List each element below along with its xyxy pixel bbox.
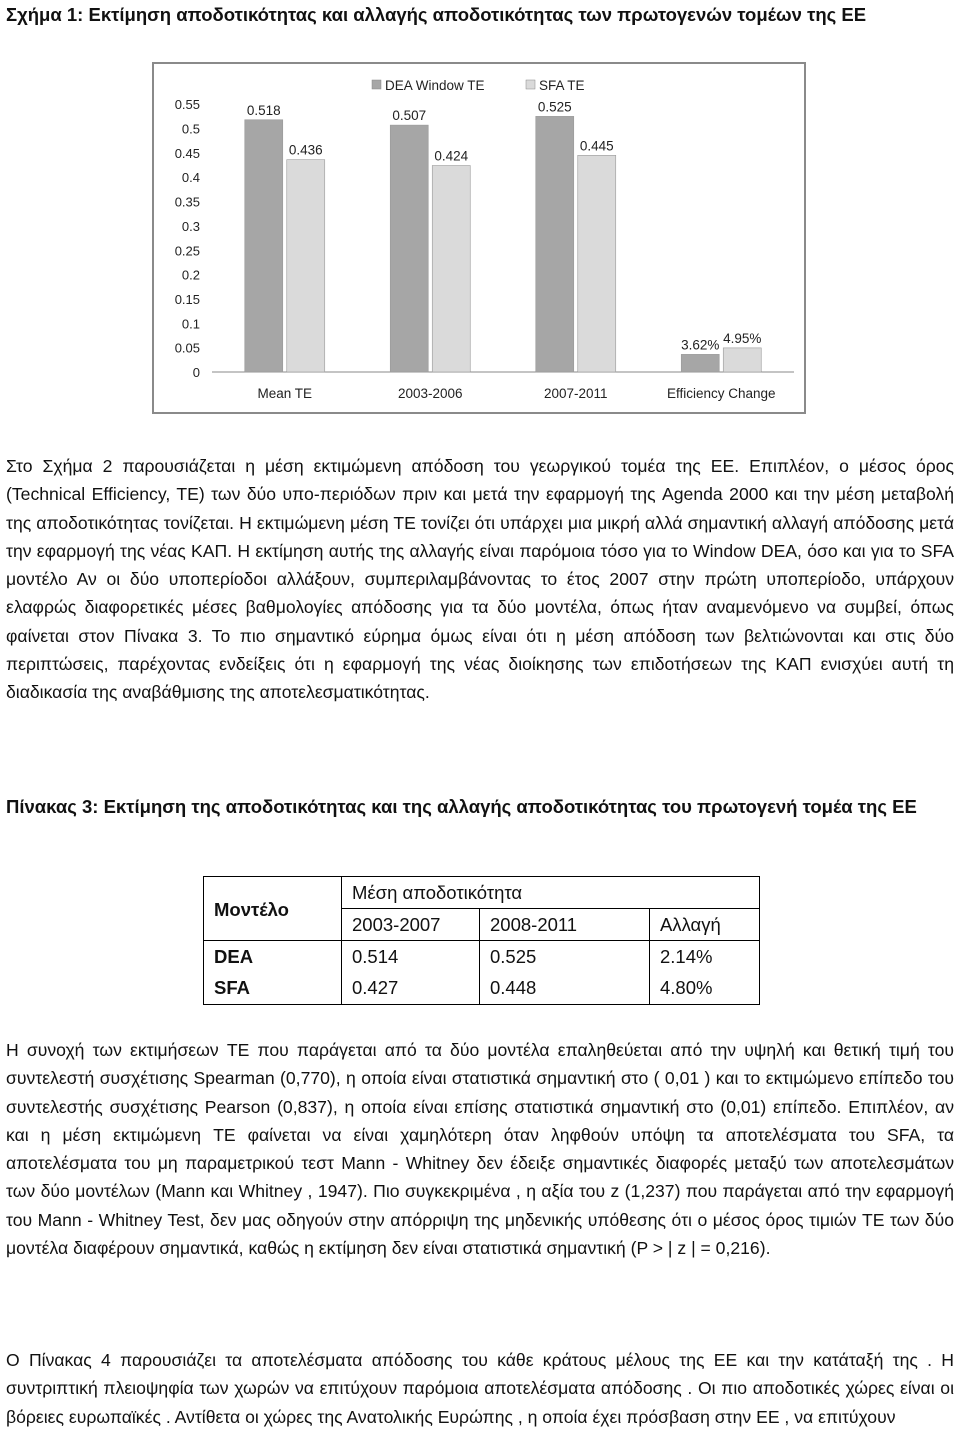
y-tick-label: 0.3 [181, 218, 200, 234]
row-value-2: 0.525 [480, 941, 650, 973]
col-header-2: 2008-2011 [480, 909, 650, 941]
legend-swatch [372, 80, 381, 89]
y-tick-label: 0.2 [181, 267, 200, 283]
results-table [203, 876, 760, 1005]
row-value-2: 0.448 [480, 973, 650, 1005]
table-row [204, 973, 760, 1005]
figure-caption: Σχήμα 1: Εκτίμηση αποδοτικότητας και αλλαγής αποδοτικότητας των πρωτογενών τομέων της ΕΕ [6, 4, 867, 25]
y-tick-label: 0.45 [174, 145, 200, 161]
model-header: Μοντέλο [204, 877, 342, 941]
data-label: 0.436 [288, 142, 323, 158]
data-label: 0.445 [579, 138, 614, 154]
col-header-3: Αλλαγή [650, 909, 760, 941]
paragraph-2: Η συνοχή των εκτιμήσεων TE που παράγεται από τα δύο μοντέλα επαληθεύεται από την υψηλή και θετική τιμή του συντελεστή συσχέτισης Spearman (0,770), η οποία είναι στατιστικά σημαντική στο ( 0,01 ) και το εκτιμώμενο επίπεδο του συντελεστής συσχέτισης Pearson (0,837), η οποία είναι επίσης στατιστικά σημαντική στο (0,01) επίπεδο. Επιπλέον, αν και η μέση εκτιμώμενη TE φαίνεται να είναι χαμηλότερη όταν ληφθούν υπόψη τα αποτελέσματα του SFA, τα αποτελέσματα του μη παραμετρικού τεστ Mann - Whitney δεν έδειξε σημαντικές διαφορές μεταξύ των αποτελεσμάτων των δύο μοντέλων (Mann και Whitney , 1947). Πιο συγκεκριμένα , η αξία του z (1,237) που παράγεται από την εφαρμογή του Mann - Whitney Test, δεν μας οδηγούν στην απόρριψη της μηδενικής υπόθεσης ότι ο μέσος όρος τιμιών TE των δύο μοντέλα διαφέρουν σημαντικά, καθώς η εκτίμηση δεν είναι στατιστικά σημαντική (P > | z | = 0,216). [6, 1040, 954, 1259]
row-value-1: 0.514 [342, 941, 480, 973]
bar [723, 348, 761, 372]
y-tick-label: 0.1 [181, 316, 200, 332]
y-tick-label: 0.15 [174, 291, 200, 307]
x-tick-label: 2007-2011 [543, 386, 608, 401]
table-caption: Πίνακας 3: Εκτίμηση της αποδοτικότητας και της αλλαγής αποδοτικότητας του πρωτογενή τομέα της ΕΕ [6, 796, 917, 817]
y-tick-label: 0 [192, 365, 200, 380]
bar [245, 120, 283, 372]
x-tick-label: Efficiency Change [666, 386, 776, 401]
group-header: Μέση αποδοτικότητα [342, 877, 760, 909]
row-model: DEA [204, 941, 342, 973]
x-tick-label: Mean TE [257, 386, 313, 401]
y-tick-label: 0.35 [174, 194, 200, 210]
row-model: SFA [204, 973, 342, 1005]
y-tick-label: 0.05 [174, 340, 200, 356]
x-tick-label: 2003-2006 [397, 386, 463, 401]
col-header-1: 2003-2007 [342, 909, 480, 941]
paragraph-3: Ο Πίνακας 4 παρουσιάζει τα αποτελέσματα απόδοσης του κάθε κράτους μέλους της ΕΕ και την κατάταξή της . Η συντριπτική πλειοψηφία των χωρών να επιτύχουν παρόμοια αποτελέσματα απόδοσης . Οι πιο αποδοτικές χώρες είναι οι βόρειες ευρωπαϊκές . Αντίθετα οι χώρες της Ανατολικής Ευρώπης , η οποία έχει πρόσβαση στην ΕΕ , να επιτύχουν [6, 1350, 954, 1427]
legend-swatch [526, 80, 535, 89]
bar [287, 160, 325, 372]
chart-frame [152, 62, 806, 414]
bar [390, 125, 428, 372]
row-value-3: 4.80% [650, 973, 760, 1005]
data-label: 0.507 [392, 108, 427, 124]
bar-chart [154, 64, 804, 412]
y-tick-label: 0.5 [181, 121, 200, 137]
y-tick-label: 0.25 [174, 243, 200, 259]
row-value-3: 2.14% [650, 941, 760, 973]
bar [681, 354, 719, 372]
bar [432, 166, 470, 372]
legend-label: SFA TE [539, 78, 585, 93]
y-tick-label: 0.4 [181, 170, 200, 186]
data-label: 0.525 [537, 99, 572, 115]
y-tick-label: 0.55 [174, 97, 200, 113]
row-value-1: 0.427 [342, 973, 480, 1005]
bar [578, 155, 616, 372]
data-label: 0.518 [246, 102, 281, 118]
data-label: 0.424 [434, 148, 469, 164]
data-label: 4.95% [723, 330, 762, 346]
table-row [204, 941, 760, 973]
legend-label: DEA Window TE [385, 78, 485, 93]
bar [536, 116, 574, 372]
data-label: 3.62% [681, 337, 720, 353]
paragraph-1: Στο Σχήμα 2 παρουσιάζεται η μέση εκτιμώμενη απόδοση του γεωργικού τομέα της ΕΕ. Επιπλέον, ο μέσος όρος (Technical Efficiency, TE) των δύο υπο-περιόδων πριν και μετά την εφαρμογή της Agenda 2000 και την μέση μεταβολή της αποδοτικότητας τονίζεται. Η εκτιμώμενη μέση ΤΕ τονίζει ότι υπάρχει μια μικρή αλλά σημαντική αλλαγή απόδοσης μετά την εφαρμογή της νέας ΚΑΠ. Η εκτίμηση αυτής της αλλαγής είναι παρόμοια τόσο για το Window DEA, όσο και για το SFA μοντέλο Αν οι δύο υποπερίοδοι αλλάξουν, συμπεριλαμβάνοντας το έτος 2007 στην πρώτη υποπερίοδο, υπάρχουν ελαφρώς διαφορετικές μέσες βαθμολογίες απόδοσης για τα δύο μοντέλα, όπως ήταν αναμενόμενο να συμβεί, όπως φαίνεται στον Πίνακα 3. Το πιο σημαντικό εύρημα όμως είναι ότι η μέση απόδοση των βελτιώνονται και στις δύο περιπτώσεις, παρέχοντας ενδείξεις ότι η εφαρμογή της νέας διοίκησης των επιδοτήσεων της ΚΑΠ ενισχύει αυτή τη διαδικασία της αναβάθμισης της αποτελεσματικότητας. [6, 456, 954, 703]
